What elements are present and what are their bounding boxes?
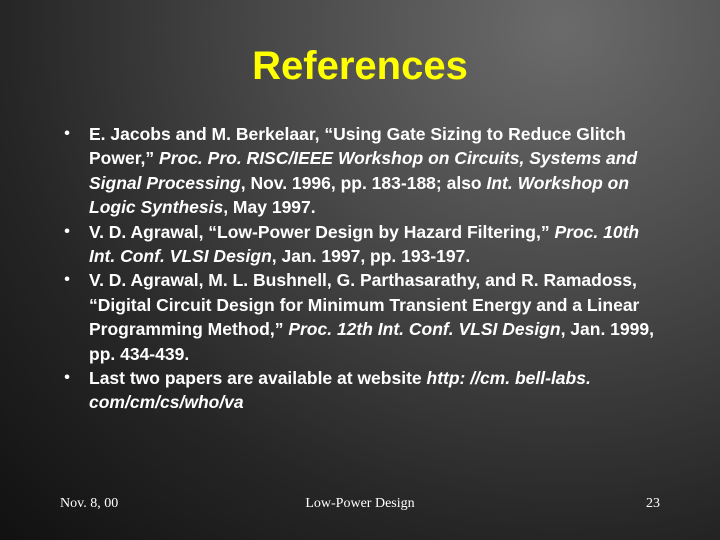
reference-text: Last two papers are available at website xyxy=(89,368,427,389)
reference-item xyxy=(60,122,660,220)
footer-date: Nov. 8, 00 xyxy=(60,496,119,511)
footer-page-number: 23 xyxy=(646,496,660,511)
reference-text: , Jan. 1997, pp. 193-197. xyxy=(271,246,471,267)
footer-title: Low-Power Design xyxy=(305,496,415,511)
reference-text: V. D. Agrawal, “Low-Power Design by Hazard Filtering,” xyxy=(89,221,555,242)
reference-italic-text: Proc. Pro. RISC/IEEE Workshop on Circuits, Systems and Signal Processing xyxy=(89,148,638,193)
reference-text: , May 1997. xyxy=(223,197,316,218)
bullet-icon: • xyxy=(64,271,70,289)
slide-title: References xyxy=(252,44,468,88)
bullet-icon: • xyxy=(64,369,70,387)
reference-italic-text: Int. Workshop on Logic Synthesis xyxy=(89,172,630,218)
reference-item xyxy=(60,268,660,366)
reference-item xyxy=(60,220,660,269)
bullet-icon: • xyxy=(64,222,70,240)
reference-item xyxy=(60,366,660,415)
reference-italic-text: http: //cm. bell-labs. com/cm/cs/who/va xyxy=(89,368,591,413)
reference-text: , Jan. 1999, pp. 434-439. xyxy=(89,319,654,364)
reference-text: E. Jacobs and M. Berkelaar, “Using Gate Sizing to Reduce Glitch Power,” xyxy=(89,124,626,169)
reference-text: V. D. Agrawal, M. L. Bushnell, G. Parthasarathy, and R. Ramadoss, “Digital Circuit Design for Minimum Transient Energy and a Linear Programming Method,” xyxy=(89,270,640,340)
reference-italic-text: Proc. 10th Int. Conf. VLSI Design xyxy=(89,221,640,267)
reference-text: , Nov. 1996, pp. 183-188; also xyxy=(240,172,487,193)
bullet-icon: • xyxy=(64,125,70,142)
reference-list xyxy=(60,122,660,415)
reference-italic-text: Proc. 12th Int. Conf. VLSI Design xyxy=(288,319,561,340)
